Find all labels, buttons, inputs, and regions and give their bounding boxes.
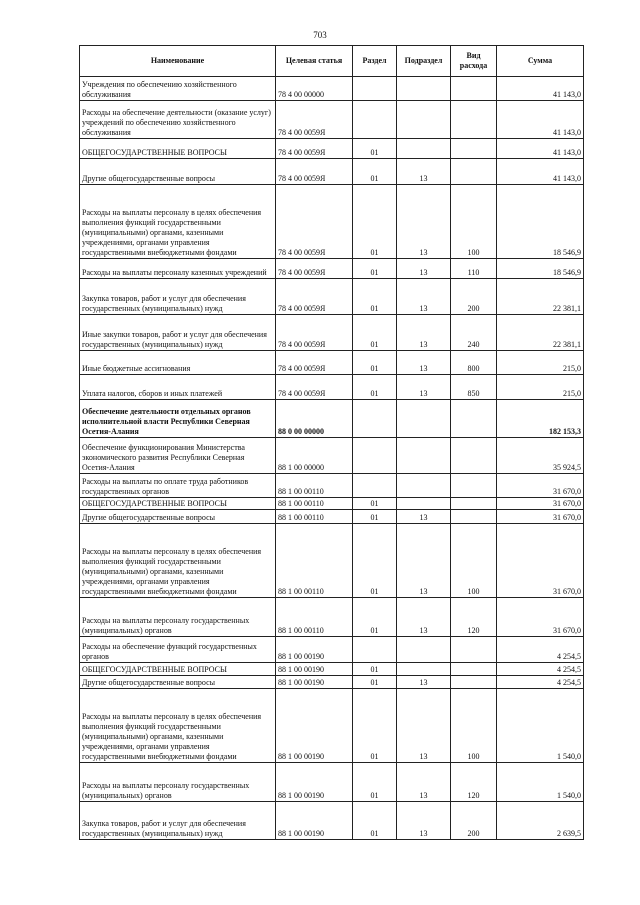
cell-sum: 41 143,0 bbox=[497, 101, 584, 139]
cell-sum: 41 143,0 bbox=[497, 159, 584, 185]
cell-name: Расходы на выплаты по оплате труда работников государственных органов bbox=[80, 474, 276, 498]
cell-code: 78 4 00 0059Я bbox=[276, 185, 353, 259]
cell-subsection bbox=[397, 663, 451, 676]
table-row bbox=[80, 676, 584, 689]
cell-section: 01 bbox=[353, 524, 397, 598]
cell-subsection bbox=[397, 77, 451, 101]
cell-subsection: 13 bbox=[397, 763, 451, 802]
cell-name: Другие общегосударственные вопросы bbox=[80, 159, 276, 185]
table-row bbox=[80, 279, 584, 315]
table-row bbox=[80, 498, 584, 510]
table-row bbox=[80, 524, 584, 598]
cell-sum: 41 143,0 bbox=[497, 77, 584, 101]
cell-kind: 120 bbox=[451, 598, 497, 637]
cell-section: 01 bbox=[353, 663, 397, 676]
cell-subsection: 13 bbox=[397, 279, 451, 315]
table-row bbox=[80, 438, 584, 474]
cell-name: Учреждения по обеспечению хозяйственного обслуживания bbox=[80, 77, 276, 101]
cell-subsection: 13 bbox=[397, 510, 451, 524]
cell-code: 78 4 00 0059Я bbox=[276, 375, 353, 400]
cell-sum: 4 254,5 bbox=[497, 637, 584, 663]
cell-section bbox=[353, 77, 397, 101]
cell-kind bbox=[451, 101, 497, 139]
cell-subsection: 13 bbox=[397, 259, 451, 279]
cell-subsection: 13 bbox=[397, 524, 451, 598]
cell-kind: 110 bbox=[451, 259, 497, 279]
cell-name: Расходы на выплаты персоналу государственных (муниципальных) органов bbox=[80, 598, 276, 637]
cell-kind: 200 bbox=[451, 802, 497, 840]
cell-code: 78 4 00 0059Я bbox=[276, 101, 353, 139]
cell-kind: 850 bbox=[451, 375, 497, 400]
cell-kind bbox=[451, 400, 497, 438]
header-code: Целевая статья bbox=[276, 46, 353, 77]
table-row bbox=[80, 139, 584, 159]
cell-name: Расходы на выплаты персоналу в целях обеспечения выполнения функций государственными (муниципальными) органами, казенными учреждениями, органами управления государственными внебюджетными фондами bbox=[80, 524, 276, 598]
cell-name: Расходы на выплаты персоналу государственных (муниципальных) органов bbox=[80, 763, 276, 802]
cell-subsection: 13 bbox=[397, 159, 451, 185]
budget-table bbox=[79, 45, 584, 840]
cell-name: Другие общегосударственные вопросы bbox=[80, 676, 276, 689]
cell-section bbox=[353, 400, 397, 438]
cell-name: Закупка товаров, работ и услуг для обеспечения государственных (муниципальных) нужд bbox=[80, 279, 276, 315]
cell-code: 88 1 00 00190 bbox=[276, 663, 353, 676]
table-row bbox=[80, 375, 584, 400]
cell-subsection: 13 bbox=[397, 689, 451, 763]
cell-section: 01 bbox=[353, 159, 397, 185]
cell-name: Расходы на обеспечение деятельности (оказание услуг) учреждений по обеспечению хозяйственного обслуживания bbox=[80, 101, 276, 139]
cell-section: 01 bbox=[353, 498, 397, 510]
cell-sum: 18 546,9 bbox=[497, 185, 584, 259]
cell-name: Уплата налогов, сборов и иных платежей bbox=[80, 375, 276, 400]
cell-code: 88 1 00 00110 bbox=[276, 510, 353, 524]
cell-code: 88 1 00 00190 bbox=[276, 689, 353, 763]
table-row bbox=[80, 400, 584, 438]
cell-sum: 22 381,1 bbox=[497, 315, 584, 351]
header-sum: Сумма bbox=[497, 46, 584, 77]
cell-kind bbox=[451, 676, 497, 689]
cell-code: 78 4 00 0059Я bbox=[276, 351, 353, 375]
cell-code: 88 0 00 00000 bbox=[276, 400, 353, 438]
cell-kind: 100 bbox=[451, 185, 497, 259]
cell-section: 01 bbox=[353, 598, 397, 637]
cell-subsection bbox=[397, 637, 451, 663]
table-row bbox=[80, 315, 584, 351]
cell-section: 01 bbox=[353, 763, 397, 802]
cell-sum: 215,0 bbox=[497, 375, 584, 400]
header-name: Наименование bbox=[80, 46, 276, 77]
cell-sum: 2 639,5 bbox=[497, 802, 584, 840]
cell-code: 88 1 00 00190 bbox=[276, 802, 353, 840]
cell-sum: 31 670,0 bbox=[497, 524, 584, 598]
cell-code: 88 1 00 00110 bbox=[276, 524, 353, 598]
table-row bbox=[80, 474, 584, 498]
cell-kind bbox=[451, 637, 497, 663]
cell-kind bbox=[451, 498, 497, 510]
cell-code: 78 4 00 0059Я bbox=[276, 315, 353, 351]
header-section: Раздел bbox=[353, 46, 397, 77]
table-row bbox=[80, 101, 584, 139]
cell-code: 88 1 00 00110 bbox=[276, 598, 353, 637]
cell-section: 01 bbox=[353, 676, 397, 689]
cell-kind bbox=[451, 159, 497, 185]
cell-kind: 240 bbox=[451, 315, 497, 351]
cell-name: Иные закупки товаров, работ и услуг для обеспечения государственных (муниципальных) нужд bbox=[80, 315, 276, 351]
cell-section bbox=[353, 637, 397, 663]
cell-sum: 35 924,5 bbox=[497, 438, 584, 474]
table-row bbox=[80, 510, 584, 524]
cell-code: 88 1 00 00110 bbox=[276, 474, 353, 498]
header-subsection: Подраздел bbox=[397, 46, 451, 77]
table-row bbox=[80, 763, 584, 802]
cell-sum: 182 153,3 bbox=[497, 400, 584, 438]
cell-kind: 200 bbox=[451, 279, 497, 315]
cell-subsection: 13 bbox=[397, 802, 451, 840]
cell-name: Расходы на выплаты персоналу в целях обеспечения выполнения функций государственными (муниципальными) органами, казенными учреждениями, органами управления государственными внебюджетными фондами bbox=[80, 689, 276, 763]
cell-sum: 4 254,5 bbox=[497, 663, 584, 676]
table-row bbox=[80, 637, 584, 663]
cell-code: 78 4 00 0059Я bbox=[276, 279, 353, 315]
table-row bbox=[80, 77, 584, 101]
cell-sum: 215,0 bbox=[497, 351, 584, 375]
cell-subsection bbox=[397, 438, 451, 474]
cell-name: Расходы на обеспечение функций государственных органов bbox=[80, 637, 276, 663]
cell-kind bbox=[451, 663, 497, 676]
cell-section: 01 bbox=[353, 510, 397, 524]
table-row bbox=[80, 598, 584, 637]
cell-subsection bbox=[397, 474, 451, 498]
cell-name: Другие общегосударственные вопросы bbox=[80, 510, 276, 524]
cell-name: ОБЩЕГОСУДАРСТВЕННЫЕ ВОПРОСЫ bbox=[80, 663, 276, 676]
table-row bbox=[80, 689, 584, 763]
cell-code: 88 1 00 00000 bbox=[276, 438, 353, 474]
cell-kind bbox=[451, 438, 497, 474]
cell-sum: 41 143,0 bbox=[497, 139, 584, 159]
cell-code: 78 4 00 0059Я bbox=[276, 159, 353, 185]
cell-subsection bbox=[397, 101, 451, 139]
table-row bbox=[80, 259, 584, 279]
cell-name: Расходы на выплаты персоналу казенных учреждений bbox=[80, 259, 276, 279]
cell-sum: 31 670,0 bbox=[497, 598, 584, 637]
cell-kind bbox=[451, 77, 497, 101]
cell-subsection: 13 bbox=[397, 375, 451, 400]
cell-subsection bbox=[397, 139, 451, 159]
cell-subsection: 13 bbox=[397, 315, 451, 351]
cell-kind: 800 bbox=[451, 351, 497, 375]
cell-kind bbox=[451, 474, 497, 498]
cell-sum: 31 670,0 bbox=[497, 510, 584, 524]
cell-code: 78 4 00 0059Я bbox=[276, 259, 353, 279]
cell-code: 88 1 00 00110 bbox=[276, 498, 353, 510]
cell-code: 88 1 00 00190 bbox=[276, 676, 353, 689]
cell-sum: 4 254,5 bbox=[497, 676, 584, 689]
cell-section: 01 bbox=[353, 375, 397, 400]
cell-section: 01 bbox=[353, 689, 397, 763]
table-row bbox=[80, 351, 584, 375]
table-row bbox=[80, 663, 584, 676]
cell-subsection: 13 bbox=[397, 185, 451, 259]
cell-section bbox=[353, 101, 397, 139]
cell-kind: 100 bbox=[451, 689, 497, 763]
cell-section: 01 bbox=[353, 139, 397, 159]
cell-sum: 1 540,0 bbox=[497, 763, 584, 802]
cell-sum: 1 540,0 bbox=[497, 689, 584, 763]
cell-sum: 31 670,0 bbox=[497, 498, 584, 510]
cell-code: 88 1 00 00190 bbox=[276, 637, 353, 663]
cell-name: Обеспечение деятельности отдельных органов исполнительной власти Республики Северная Осетия-Алания bbox=[80, 400, 276, 438]
cell-name: ОБЩЕГОСУДАРСТВЕННЫЕ ВОПРОСЫ bbox=[80, 498, 276, 510]
cell-kind: 120 bbox=[451, 763, 497, 802]
cell-sum: 18 546,9 bbox=[497, 259, 584, 279]
cell-name: Расходы на выплаты персоналу в целях обеспечения выполнения функций государственными (муниципальными) органами, казенными учреждениями, органами управления государственными внебюджетными фондами bbox=[80, 185, 276, 259]
table-row bbox=[80, 185, 584, 259]
cell-subsection: 13 bbox=[397, 598, 451, 637]
cell-section: 01 bbox=[353, 315, 397, 351]
cell-subsection: 13 bbox=[397, 351, 451, 375]
cell-section: 01 bbox=[353, 259, 397, 279]
cell-subsection bbox=[397, 400, 451, 438]
header-kind: Вид расхода bbox=[451, 46, 497, 77]
page-number: 703 bbox=[313, 30, 327, 40]
cell-kind bbox=[451, 510, 497, 524]
table-row bbox=[80, 159, 584, 185]
cell-kind: 100 bbox=[451, 524, 497, 598]
cell-name: Закупка товаров, работ и услуг для обеспечения государственных (муниципальных) нужд bbox=[80, 802, 276, 840]
cell-code: 78 4 00 00000 bbox=[276, 77, 353, 101]
table-row bbox=[80, 802, 584, 840]
cell-code: 78 4 00 0059Я bbox=[276, 139, 353, 159]
cell-kind bbox=[451, 139, 497, 159]
cell-name: ОБЩЕГОСУДАРСТВЕННЫЕ ВОПРОСЫ bbox=[80, 139, 276, 159]
table-header-row bbox=[80, 46, 584, 77]
cell-code: 88 1 00 00190 bbox=[276, 763, 353, 802]
cell-section: 01 bbox=[353, 802, 397, 840]
cell-subsection: 13 bbox=[397, 676, 451, 689]
cell-subsection bbox=[397, 498, 451, 510]
cell-name: Иные бюджетные ассигнования bbox=[80, 351, 276, 375]
cell-section: 01 bbox=[353, 279, 397, 315]
cell-section: 01 bbox=[353, 185, 397, 259]
cell-name: Обеспечение функционирования Министерства экономического развития Республики Северная Осетия-Алания bbox=[80, 438, 276, 474]
cell-sum: 31 670,0 bbox=[497, 474, 584, 498]
cell-section: 01 bbox=[353, 351, 397, 375]
cell-section bbox=[353, 438, 397, 474]
cell-section bbox=[353, 474, 397, 498]
cell-sum: 22 381,1 bbox=[497, 279, 584, 315]
